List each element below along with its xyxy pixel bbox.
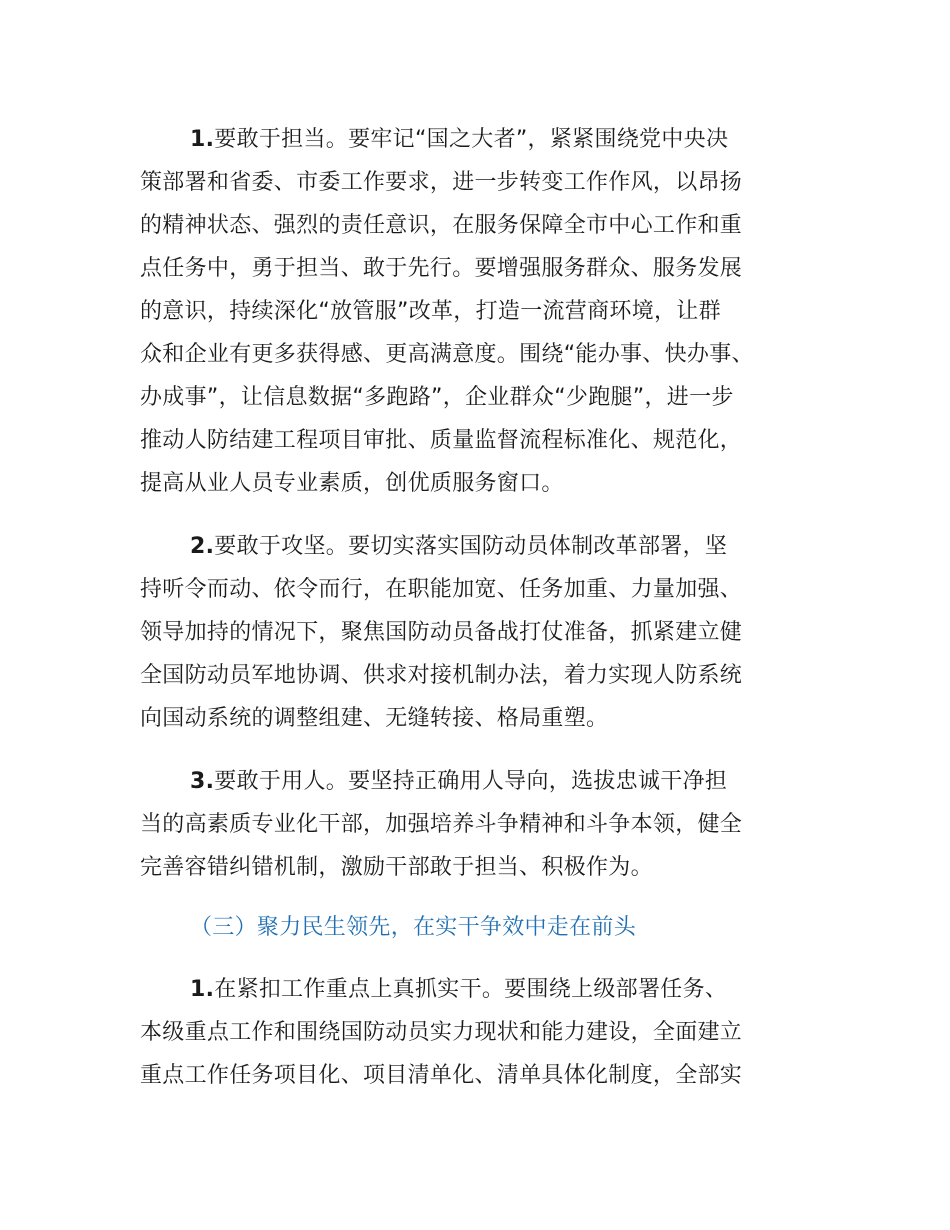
- paragraph-line: [140, 118, 820, 161]
- line-text: 要敢于用人。要坚持正确用人导向，选拔忠诚干净担: [214, 769, 728, 794]
- paragraph-line: 提高从业人员专业素质，创优质服务窗口。: [140, 471, 564, 496]
- line-text: 要敢于攻坚。要切实落实国防动员体制改革部署，坚: [214, 534, 728, 559]
- paragraph-line: [140, 968, 820, 1011]
- paragraph-line: 本级重点工作和围绕国防动员实力现状和能力建设，全面建立: [140, 1020, 743, 1045]
- paragraph-number: 2.: [190, 534, 215, 559]
- paragraph-line: 领导加持的情况下，聚焦国防动员备战打仗准备，抓紧建立健: [140, 620, 743, 645]
- paragraph-1-take-responsibility: [140, 118, 820, 505]
- paragraph-line: 的意识，持续深化“放管服”改革，打造一流营商环境，让群: [140, 299, 721, 324]
- paragraph-number: 3.: [190, 769, 215, 794]
- paragraph-line: 推动人防结建工程项目审批、质量监督流程标准化、规范化，: [140, 428, 743, 453]
- paragraph-1-focus-key-work: [140, 968, 820, 1097]
- paragraph-line: 完善容错纠错机制，激励干部敢于担当、积极作为。: [140, 855, 653, 880]
- paragraph-line: 当的高素质专业化干部，加强培养斗争精神和斗争本领，健全: [140, 812, 743, 837]
- paragraph-line: [140, 525, 820, 568]
- paragraph-3-employ-people: [140, 760, 820, 889]
- paragraph-line: 办成事”，让信息数据“多跑路”，企业群众“少跑腿”，进一步: [140, 385, 734, 410]
- paragraph-line: 重点工作任务项目化、项目清单化、清单具体化制度，全部实: [140, 1063, 743, 1088]
- line-text: 要敢于担当。要牢记“国之大者”，紧紧围绕党中央决: [214, 127, 729, 152]
- section-heading: （三）聚力民生领先，在实干争效中走在前头: [190, 915, 637, 940]
- paragraph-2-tackle-difficulties: [140, 525, 820, 740]
- paragraph-number: 1.: [190, 977, 215, 1002]
- paragraph-line: 向国动系统的调整组建、无缝转接、格局重塑。: [140, 706, 609, 731]
- paragraph-line: [140, 760, 820, 803]
- paragraph-line: 的精神状态、强烈的责任意识，在服务保障全市中心工作和重: [140, 213, 743, 238]
- paragraph-line: 点任务中，勇于担当、敢于先行。要增强服务群众、服务发展: [140, 256, 743, 281]
- paragraph-line: 众和企业有更多获得感、更高满意度。围绕“能办事、快办事、: [140, 342, 754, 367]
- line-text: 在紧扣工作重点上真抓实干。要围绕上级部署任务、: [214, 977, 728, 1002]
- paragraph-line: 持听令而动、依令而行，在职能加宽、任务加重、力量加强、: [140, 577, 743, 602]
- paragraph-number: 1.: [190, 127, 215, 152]
- paragraph-line: 策部署和省委、市委工作要求，进一步转变工作作风，以昂扬: [140, 170, 743, 195]
- paragraph-line: 全国防动员军地协调、供求对接机制办法，着力实现人防系统: [140, 663, 743, 688]
